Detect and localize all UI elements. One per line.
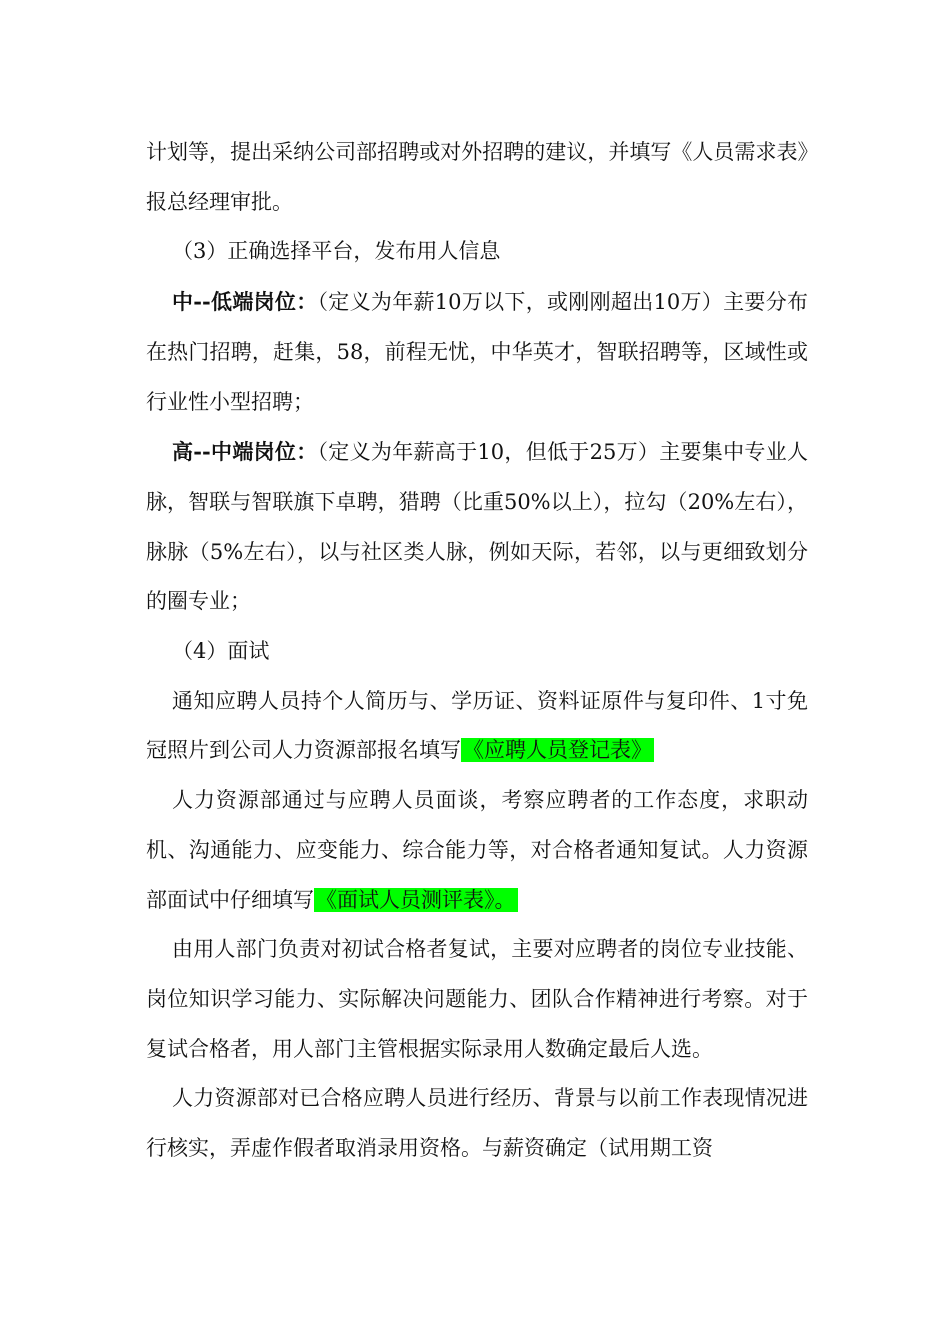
paragraph-low-mid-positions bbox=[146, 277, 808, 427]
highlight-registration-form: 《应聘人员登记表》 bbox=[463, 738, 652, 763]
interview-text: 人力资源部通过与应聘人员面谈，考察应聘者的工作态度，求职动机、沟通能力、应变能力、综合能力等，对合格者通知复试。人力资源部面试中仔细填写 bbox=[146, 788, 808, 912]
body-text bbox=[146, 128, 808, 1174]
paragraph-high-mid-positions bbox=[146, 427, 808, 627]
high-mid-heading: 高--中端岗位： bbox=[172, 439, 318, 465]
notice-text: 通知应聘人员持个人简历与、学历证、资料证原件与复印件、1寸免冠照片到公司人力资源部报名填写 bbox=[146, 688, 808, 763]
paragraph-background-check: 人力资源部对已合格应聘人员进行经历、背景与以前工作表现情况进行核实，弄虚作假者取消录用资格。与薪资确定（试用期工资 bbox=[146, 1086, 808, 1161]
paragraph-step-3: （3）正确选择平台，发布用人信息 bbox=[172, 239, 501, 264]
paragraph-step-4: （4）面试 bbox=[172, 639, 270, 664]
paragraph-second-round: 由用人部门负责对初试合格者复试，主要对应聘者的岗位专业技能、岗位知识学习能力、实际解决问题能力、团队合作精神进行考察。对于复试合格者，用人部门主管根据实际录用人数确定最后人选。 bbox=[146, 937, 808, 1061]
highlight-evaluation-form: 《面试人员测评表》。 bbox=[316, 887, 516, 912]
low-mid-heading: 中--低端岗位： bbox=[172, 289, 318, 315]
high-mid-text: （定义为年薪高于10，但低于25万）主要集中专业人脉，智联与智联旗下卓聘，猎聘（比重50%以上），拉勾（20%左右），脉脉（5%左右），以与社区类人脉，例如天际，若邻，以与更细致划分的圈专业； bbox=[146, 440, 808, 614]
low-mid-text: （定义为年薪10万以下，或刚刚超出10万）主要分布在热门招聘，赶集，58，前程无忧，中华英才，智联招聘等，区域性或行业性小型招聘； bbox=[146, 290, 808, 414]
paragraph-interview bbox=[146, 776, 808, 925]
paragraph-notice bbox=[146, 677, 808, 776]
paragraph-plan: 计划等，提出采纳公司部招聘或对外招聘的建议，并填写《人员需求表》报总经理审批。 bbox=[146, 140, 808, 214]
